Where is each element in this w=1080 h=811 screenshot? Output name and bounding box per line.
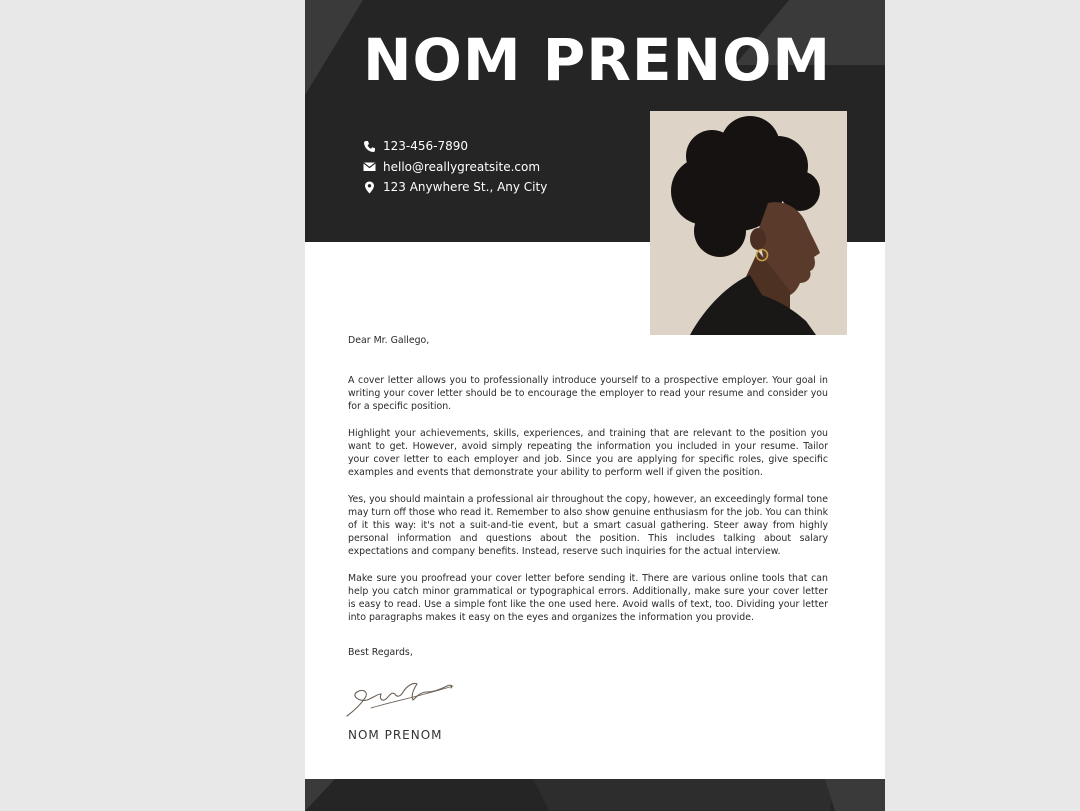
phone-text: 123-456-7890 — [383, 139, 469, 154]
email-icon — [363, 160, 376, 173]
location-pin-icon — [363, 181, 376, 194]
contact-phone — [363, 136, 547, 157]
phone-icon — [363, 140, 376, 153]
closing: Best Regards, — [348, 647, 413, 659]
profile-photo — [650, 111, 847, 335]
letter-paragraph: Make sure you proofread your cover letter before sending it. There are various online tools that can help you catch minor grammatical or typographical errors. Additionally, make sure your cover letter is easy to read. Use a simple font like the one used here. Avoid walls of text, too. Dividing your letter into paragraphs makes it easy on the eyes and organizes the information you provide. — [348, 572, 828, 623]
email-text: hello@reallygreatsite.com — [383, 159, 541, 174]
letter-body — [348, 334, 828, 659]
signer-name: NOM PRENOM — [348, 728, 443, 742]
page-title: NOM PRENOM — [363, 26, 832, 94]
contact-address — [363, 177, 547, 198]
handwritten-signature — [341, 672, 461, 722]
contact-info — [363, 136, 547, 198]
footer-decoration — [305, 779, 885, 811]
contact-email — [363, 157, 547, 178]
letter-paragraph: Yes, you should maintain a professional air throughout the copy, however, an exceedingly formal tone may turn off those who read it. Remember to also show genuine enthusiasm for the job. You can think of it this way: it's not a suit-and-tie event, but a smart casual gathering. Steer away from highly personal information and questions about the position. This includes talking about salary expectations and company benefits. Instead, reserve such inquiries for the actual interview. — [348, 493, 828, 558]
cover-letter-page — [305, 0, 885, 811]
salutation: Dear Mr. Gallego, — [348, 335, 430, 346]
letter-paragraph: A cover letter allows you to professionally introduce yourself to a prospective employer. Your goal in writing your cover letter should be to encourage the employer to read your resume and consider you for a specific position. — [348, 375, 828, 413]
address-text: 123 Anywhere St., Any City — [383, 180, 548, 195]
footer-band — [305, 779, 885, 811]
letter-paragraph: Highlight your achievements, skills, experiences, and training that are relevant to the position you want to get. However, avoid simply repeating the information you included in your resume. Tailor your cover letter to each employer and job. Since you are applying for specific roles, give specific examples and events that demonstrate your ability to perform well if given the position. — [348, 427, 828, 479]
